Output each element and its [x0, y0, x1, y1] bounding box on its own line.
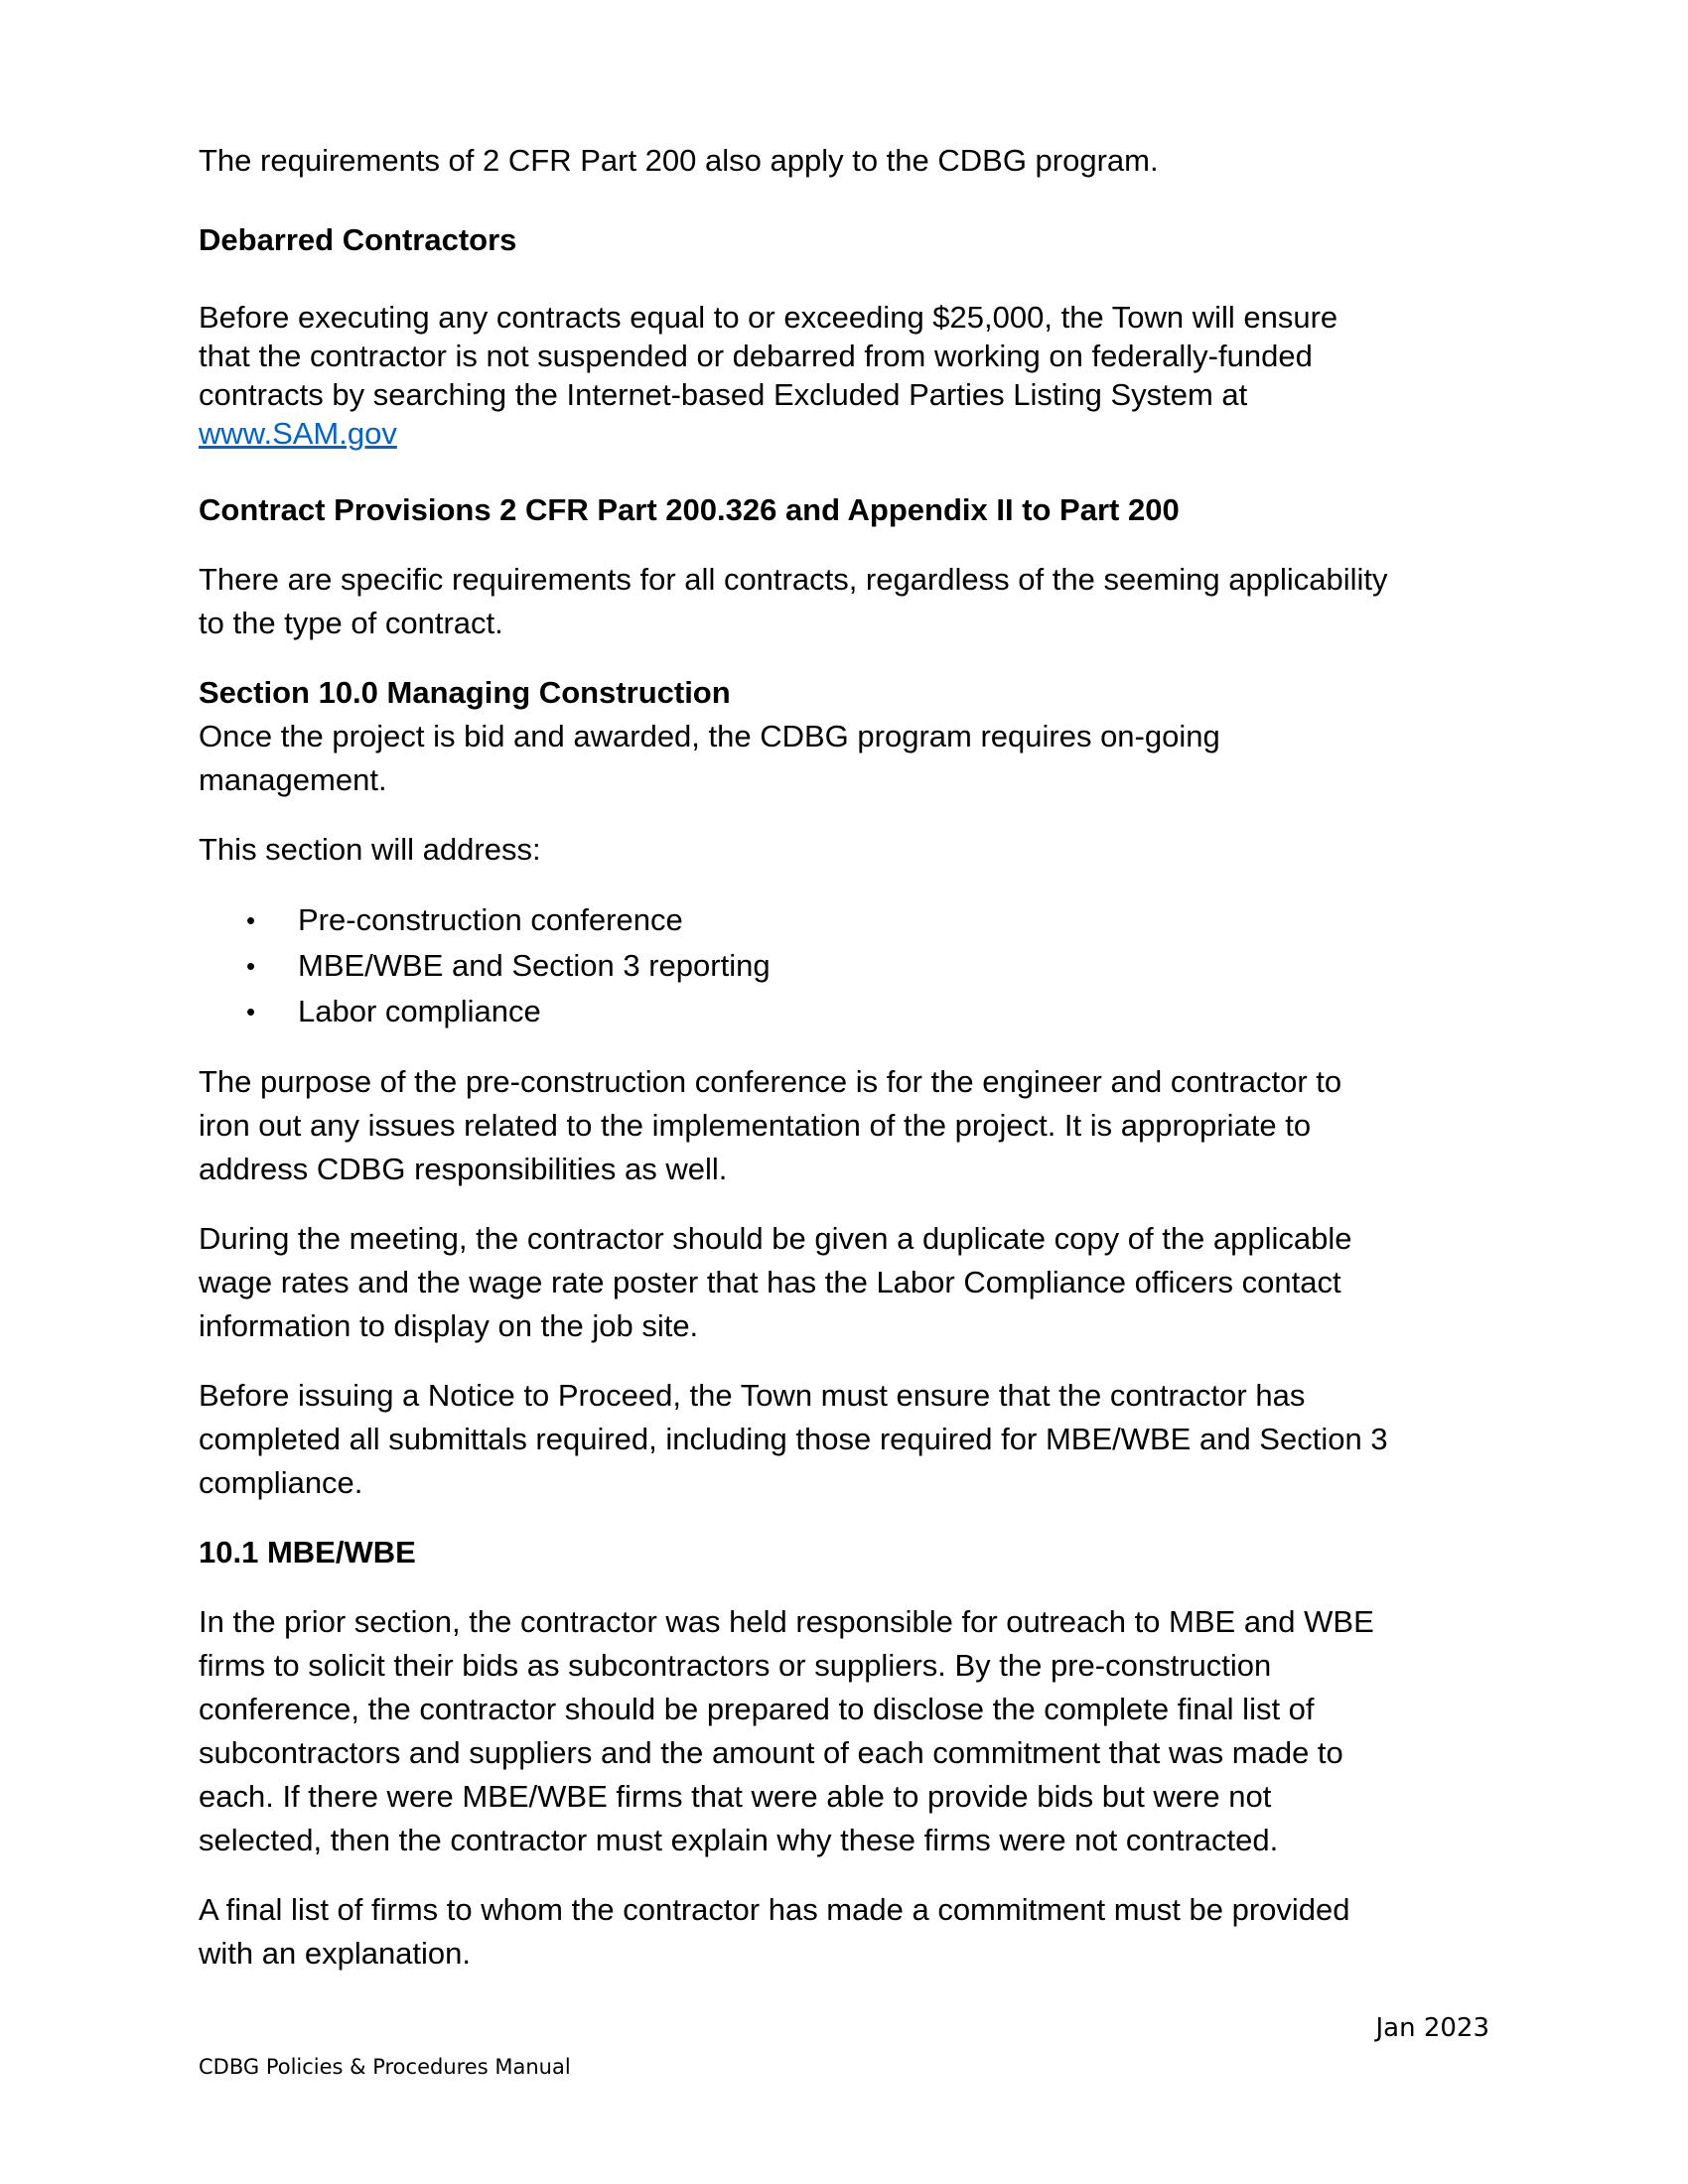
contract-provisions-paragraph [199, 558, 1489, 645]
paragraph-line: wage rates and the wage rate poster that has the Labor Compliance officers contact [199, 1265, 1341, 1299]
notice-to-proceed-paragraph [199, 1374, 1489, 1505]
footer-date: Jan 2023 [1375, 2013, 1489, 2043]
bullet-icon: • [246, 951, 256, 981]
final-list-paragraph [199, 1888, 1489, 1976]
paragraph-line: iron out any issues related to the implementation of the project. It is appropriate to [199, 1108, 1312, 1143]
paragraph-line: Before issuing a Notice to Proceed, the Town must ensure that the contractor has [199, 1378, 1306, 1413]
section-10-intro-paragraph [199, 715, 1489, 802]
sam-gov-link[interactable]: www.SAM.gov [199, 416, 397, 451]
list-item [199, 943, 1489, 989]
paragraph-line: completed all submittals required, including those required for MBE/WBE and Section 3 [199, 1422, 1388, 1456]
document-body [199, 139, 1489, 1976]
footer-manual-title: CDBG Policies & Procedures Manual [199, 2055, 571, 2079]
paragraph-line: During the meeting, the contractor should be given a duplicate copy of the applicable [199, 1221, 1352, 1256]
section-address-label: This section will address: [199, 832, 541, 867]
heading-debarred-contractors: Debarred Contractors [199, 222, 517, 257]
paragraph-line: information to display on the job site. [199, 1308, 699, 1343]
list-item-label: Labor compliance [298, 994, 541, 1028]
list-item-label: Pre-construction conference [298, 902, 683, 937]
section-10-line: Once the project is bid and awarded, the CDBG program requires on-going [199, 719, 1220, 753]
paragraph-line: firms to solicit their bids as subcontractors or suppliers. By the pre-construction [199, 1648, 1272, 1683]
intro-paragraph: The requirements of 2 CFR Part 200 also apply to the CDBG program. [199, 143, 1159, 178]
contract-line: There are specific requirements for all contracts, regardless of the seeming applicability [199, 562, 1388, 597]
preconstruction-purpose-paragraph [199, 1060, 1489, 1191]
debarred-line: that the contractor is not suspended or debarred from working on federally-funded [199, 339, 1313, 373]
paragraph-line: with an explanation. [199, 1936, 472, 1971]
paragraph-line: conference, the contractor should be prepared to disclose the complete final list of [199, 1692, 1315, 1726]
debarred-line: Before executing any contracts equal to or exceeding $25,000, the Town will ensure [199, 300, 1338, 335]
paragraph-line: The purpose of the pre-construction conference is for the engineer and contractor to [199, 1064, 1342, 1099]
paragraph-line: selected, then the contractor must explain why these firms were not contracted. [199, 1823, 1279, 1857]
paragraph-line: each. If there were MBE/WBE firms that were able to provide bids but were not [199, 1779, 1272, 1814]
paragraph-line: In the prior section, the contractor was held responsible for outreach to MBE and WBE [199, 1604, 1374, 1639]
debarred-line: contracts by searching the Internet-based Excluded Parties Listing System at [199, 377, 1248, 412]
bullet-icon: • [246, 905, 256, 935]
paragraph-line: compliance. [199, 1465, 363, 1500]
paragraph-line: A final list of firms to whom the contractor has made a commitment must be provided [199, 1892, 1350, 1927]
heading-10-1-mbe-wbe: 10.1 MBE/WBE [199, 1535, 416, 1570]
heading-section-10: Section 10.0 Managing Construction [199, 675, 731, 710]
meeting-wage-paragraph [199, 1217, 1489, 1348]
heading-contract-provisions: Contract Provisions 2 CFR Part 200.326 and Appendix II to Part 200 [199, 492, 1180, 527]
list-item [199, 989, 1489, 1034]
section-10-line: management. [199, 762, 387, 797]
paragraph-line: address CDBG responsibilities as well. [199, 1152, 728, 1186]
address-topics-list [199, 897, 1489, 1034]
contract-line: to the type of contract. [199, 606, 503, 640]
list-item-label: MBE/WBE and Section 3 reporting [298, 948, 771, 983]
bullet-icon: • [246, 997, 256, 1026]
mbe-wbe-paragraph [199, 1600, 1489, 1862]
list-item [199, 897, 1489, 943]
debarred-paragraph [199, 298, 1489, 453]
paragraph-line: subcontractors and suppliers and the amount of each commitment that was made to [199, 1735, 1343, 1770]
